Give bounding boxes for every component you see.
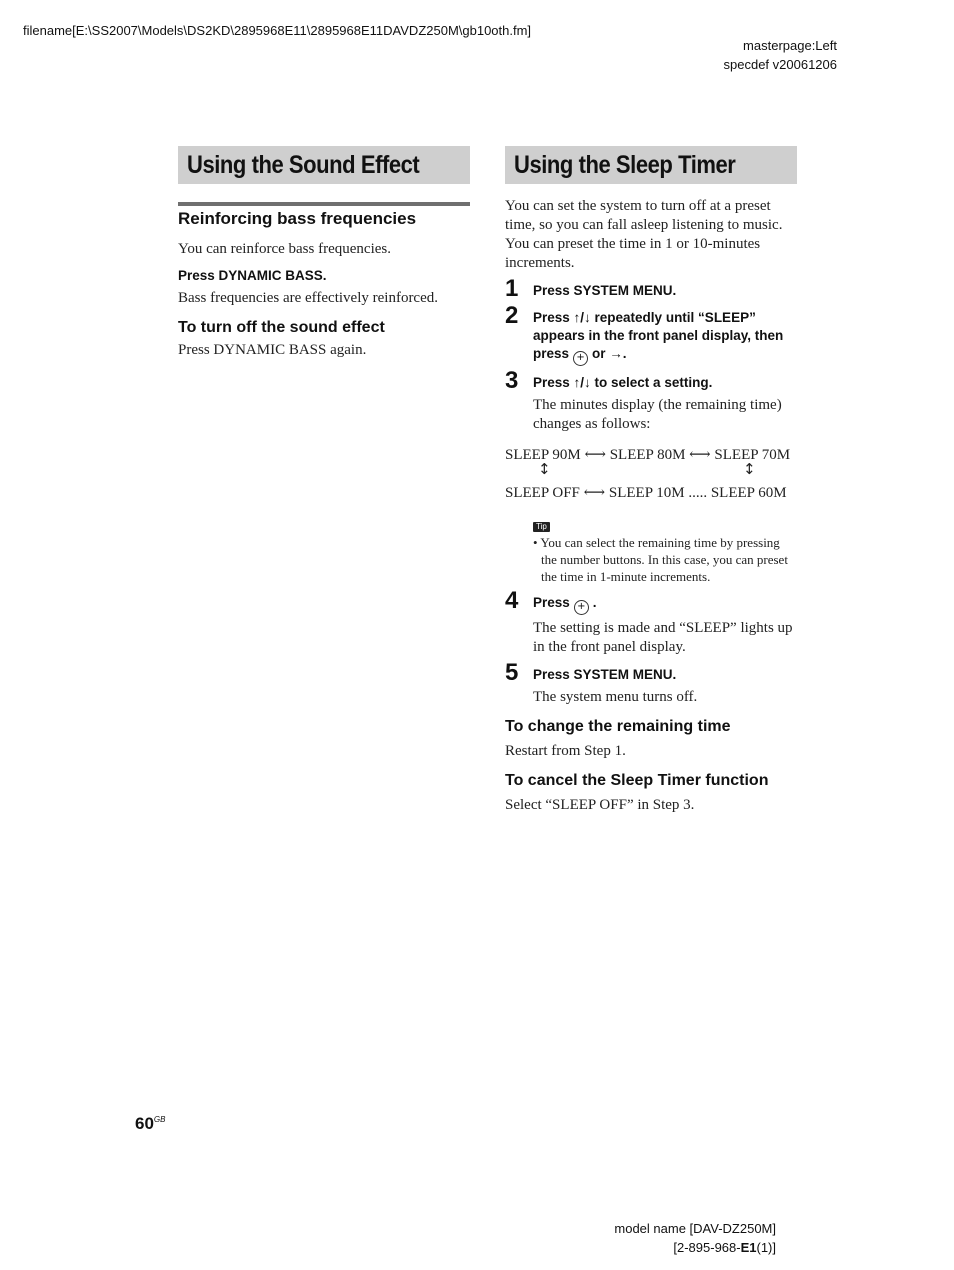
step-3-desc: The minutes display (the remaining time) changes as follows:	[533, 397, 782, 432]
masterpage-label: masterpage:Left	[743, 38, 837, 53]
sound-off-heading: To turn off the sound effect	[178, 319, 385, 336]
enter-button-icon: +	[573, 351, 588, 366]
page-number: $60^{GB}$	[135, 1114, 166, 1133]
step-1-number: 1	[505, 275, 519, 302]
step-5-number: 5	[505, 659, 519, 686]
step-5-desc: The system menu turns off.	[533, 689, 698, 705]
model-info	[614, 1219, 776, 1257]
step-4-desc: The setting is made and “SLEEP” lights up in the front panel display.	[533, 620, 793, 655]
masterpage-info	[724, 36, 837, 74]
cancel-timer-heading: To cancel the Sleep Timer function	[505, 772, 769, 789]
updown-arrow-icon: ↕	[743, 460, 756, 478]
step-2-number: 2	[505, 302, 519, 329]
step-1-text: Press SYSTEM MENU.	[533, 283, 677, 298]
step-1	[505, 275, 797, 302]
step-5-text: Press SYSTEM MENU.	[533, 667, 677, 682]
step-4	[505, 587, 797, 657]
step-2-text: Press ↑/↓ repeatedly until “SLEEP” appears in the front panel display, then press + or →.	[533, 309, 797, 366]
bass-instruction: Press DYNAMIC BASS.	[178, 268, 327, 283]
step-5	[505, 659, 797, 707]
tip-text: • You can select the remaining time by pressing the number buttons. In this case, you can preset the time in 1-minute increments.	[533, 535, 788, 584]
sleep-intro: You can set the system to turn off at a preset time, so you can fall asleep listening to music. You can preset the time in 1 or 10-minutes increments.	[505, 198, 783, 271]
change-time-heading: To change the remaining time	[505, 718, 731, 735]
step-2	[505, 302, 797, 366]
tip-badge: Tip	[533, 522, 550, 532]
model-name: model name [DAV-DZ250M]	[614, 1221, 776, 1236]
sequence-row-1: SLEEP 90M ⟷ SLEEP 80M ⟷ SLEEP 70M	[505, 447, 791, 463]
bass-result: Bass frequencies are effectively reinforced.	[178, 290, 439, 306]
tip-block	[505, 516, 797, 585]
sleep-timer-column	[505, 146, 797, 815]
updown-arrow-icon: ↕	[538, 460, 551, 478]
page-suffix: GB	[153, 1115, 166, 1124]
specdef-label: specdef v20061206	[723, 57, 837, 72]
step-4-text: Press + .	[533, 594, 797, 615]
bass-intro: You can reinforce bass frequencies.	[178, 241, 391, 257]
change-time-text: Restart from Step 1.	[505, 743, 626, 759]
sequence-row-2: SLEEP OFF ⟷ SLEEP 10M ..... SLEEP 60M	[505, 485, 787, 501]
step-4-number: 4	[505, 587, 519, 614]
step-3-text: Press ↑/↓ to select a setting.	[533, 375, 713, 390]
enter-button-icon: +	[574, 600, 589, 615]
sound-effect-column	[178, 146, 470, 360]
sound-effect-title: Using the Sound Effect	[178, 146, 470, 184]
model-code: [2-895-968-E1(1)]	[673, 1240, 776, 1255]
cancel-timer-text: Select “SLEEP OFF” in Step 3.	[505, 797, 695, 813]
bass-subtitle: Reinforcing bass frequencies	[178, 202, 470, 229]
step-3-number: 3	[505, 367, 519, 394]
filename-header: filename[E:\SS2007\Models\DS2KD\2895968E11\2895968E11DAVDZ250M\gb10oth.fm]	[23, 23, 532, 38]
sleep-timer-title: Using the Sleep Timer	[505, 146, 797, 184]
sound-off-text: Press DYNAMIC BASS again.	[178, 342, 367, 358]
sleep-sequence	[505, 445, 797, 507]
step-3	[505, 367, 797, 434]
